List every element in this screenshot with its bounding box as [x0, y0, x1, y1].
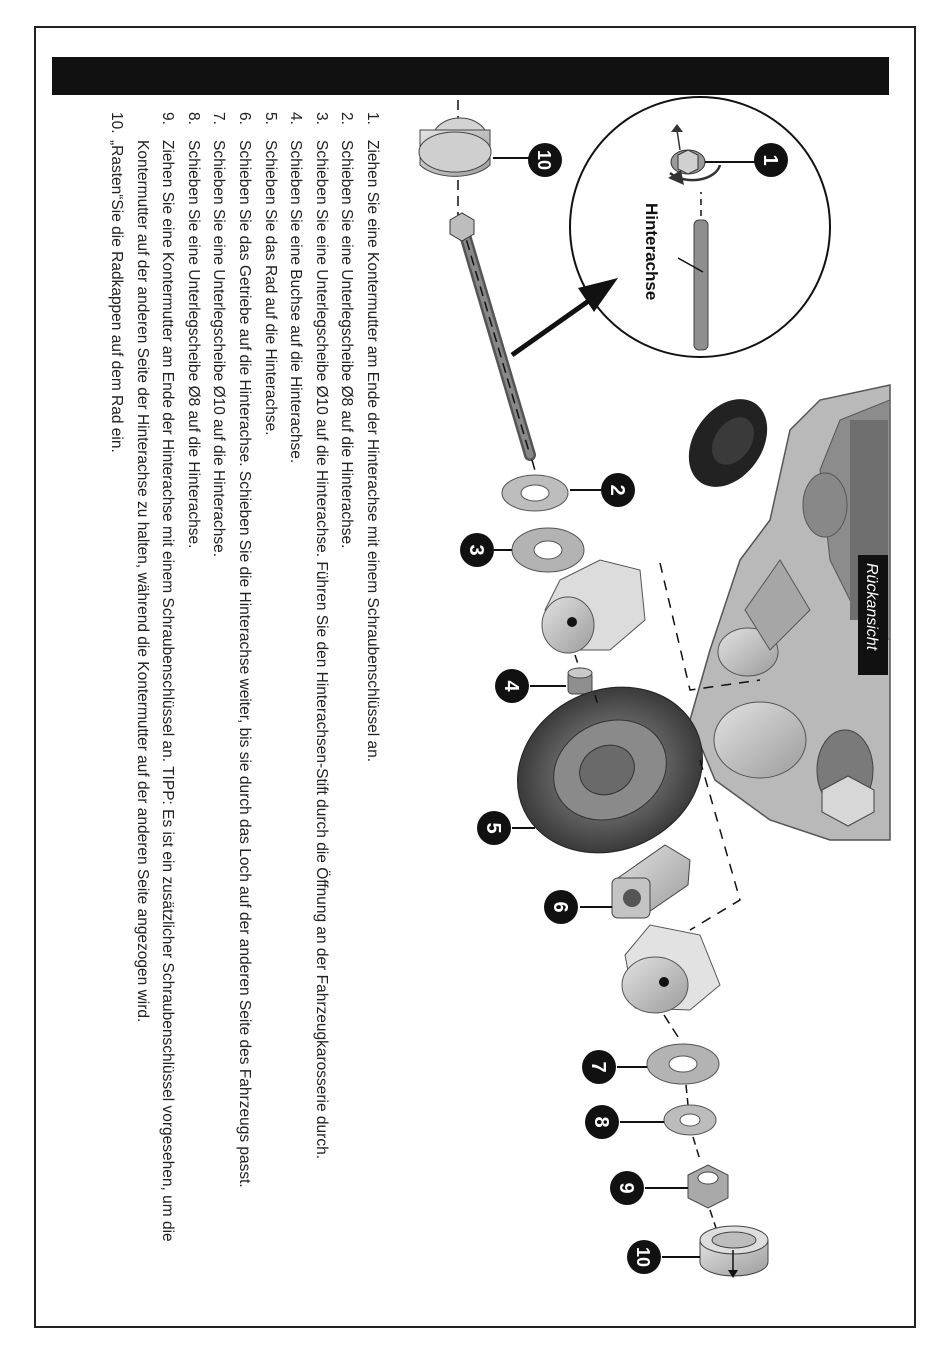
- callout-number: 9: [615, 1182, 637, 1194]
- callout-9: [610, 1171, 644, 1205]
- callout-10-bottom: [627, 1240, 661, 1274]
- hub-cap-top: [419, 100, 530, 215]
- instruction-text: Schieben Sie eine Buchse auf die Hinterachse.: [287, 140, 305, 464]
- detail-label: Hinterachse: [642, 203, 661, 301]
- washer-2: [502, 475, 605, 511]
- washer-8: [620, 1105, 716, 1160]
- instruction-text: Schieben Sie das Rad auf die Hinterachse.: [261, 140, 279, 436]
- instruction-text: Schieben Sie eine Unterlegscheibe Ø10 auf die Hinterachse.: [210, 140, 228, 558]
- callout-1: [754, 143, 788, 177]
- instruction-text: Schieben Sie eine Unterlegscheibe Ø8 auf die Hinterachse.: [184, 140, 202, 549]
- callout-number: 1: [759, 154, 781, 166]
- instruction-number: 9.: [159, 112, 177, 125]
- instruction-text: Schieben Sie das Getriebe auf die Hinterachse. Schieben Sie die Hinterachse weiter, bis sie durch das Loch auf der anderen Seite des Fahrzeugs passt.: [236, 140, 254, 1188]
- instruction-number: 8.: [184, 112, 202, 125]
- instruction-number: 1.: [364, 112, 381, 125]
- washer-7: [617, 1044, 719, 1105]
- callout-number: 7: [587, 1061, 609, 1073]
- instruction-text: Schieben Sie eine Unterlegscheibe Ø10 auf die Hinterachse. Führen Sie den Hinterachsen-Stift durch die Öffnung an der Fahrzeugkarosserie durch.: [312, 140, 330, 1160]
- callout-7: [582, 1050, 616, 1084]
- instruction-number: 10.: [108, 112, 126, 134]
- instruction-text: Schieben Sie eine Unterlegscheibe Ø8 auf die Hinterachse.: [338, 140, 356, 549]
- callout-number: 6: [549, 901, 571, 913]
- instruction-text: Ziehen Sie eine Kontermutter am Ende der Hinterachse mit einem Schraubenschlüssel an. TIPP: Es ist ein zusätzlicher Schraubenschlüssel vorgesehen, um die Kontermutter auf der anderen Seite der Hinterachse zu halten, während die Kontermutter auf der anderen Seite angezogen wird.: [133, 140, 177, 1242]
- pointer-arrow: [512, 278, 618, 355]
- instruction-number: 6.: [236, 112, 254, 125]
- callout-number: 2: [606, 484, 628, 496]
- callout-2: [601, 473, 635, 507]
- instruction-number: 7.: [210, 112, 228, 125]
- callout-number: 4: [500, 680, 522, 692]
- hub-cap-bottom: [662, 1226, 768, 1278]
- instruction-number: 2.: [338, 112, 356, 125]
- rear-axle: [450, 213, 545, 505]
- callout-number: 8: [590, 1116, 612, 1128]
- bushing-4: [530, 655, 592, 694]
- callout-number: 3: [465, 544, 487, 556]
- instruction-text: „Rasten“Sie die Radkappen auf dem Rad ein.: [108, 140, 126, 453]
- instruction-text: Ziehen Sie eine Kontermutter am Ende der Hinterachse mit einem Schraubenschlüssel an.: [364, 140, 381, 763]
- callout-10-top: [528, 143, 562, 177]
- top-tire: [673, 384, 784, 502]
- instruction-number: 5.: [261, 112, 279, 125]
- callout-3: [460, 533, 494, 567]
- callout-number: 5: [482, 822, 504, 834]
- instruction-number: 4.: [287, 112, 305, 125]
- view-label: Rückansicht: [863, 563, 880, 651]
- view-label-box: [858, 555, 888, 675]
- callout-number: 10: [534, 149, 554, 171]
- chassis-bracket-right: [622, 925, 720, 1040]
- detail-circle: [570, 97, 830, 357]
- callout-6: [544, 890, 578, 924]
- callout-5: [477, 811, 511, 845]
- washer-3: [490, 528, 584, 572]
- instruction-number: 3.: [312, 112, 330, 125]
- callout-4: [495, 669, 529, 703]
- callout-number: 10: [633, 1246, 653, 1268]
- callout-8: [585, 1105, 619, 1139]
